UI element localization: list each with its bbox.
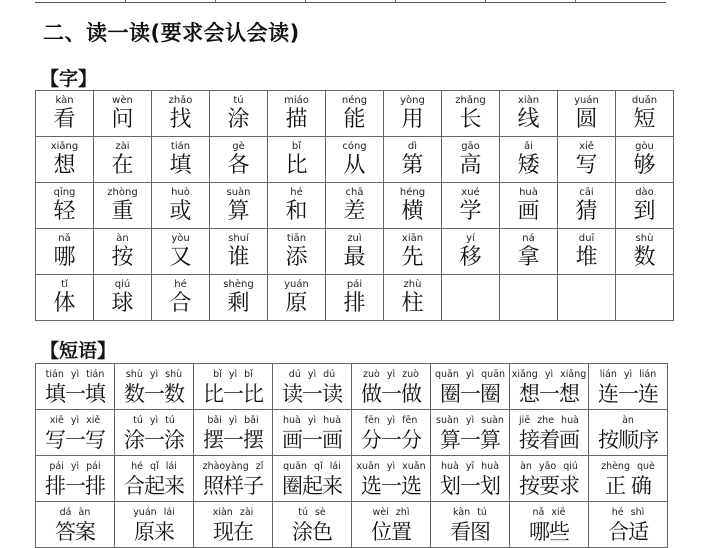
hanzi: 能 (343, 107, 366, 132)
hanzi: 写一写 (45, 428, 105, 452)
pinyin: cóng (342, 141, 367, 152)
hanzi: 找 (169, 107, 192, 132)
pinyin: wèi zhì (372, 507, 410, 518)
grid-cell (94, 229, 152, 275)
pinyin: lián yì lián (599, 369, 657, 380)
pinyin: gè (232, 141, 245, 152)
grid-cell (273, 502, 352, 548)
grid-cell (194, 502, 273, 548)
phrase-row (36, 456, 668, 502)
phrase-row (36, 502, 668, 548)
hanzi: 哪些 (529, 520, 569, 544)
pinyin: dì (407, 141, 418, 152)
grid-cell (152, 183, 210, 229)
hanzi: 比一比 (203, 382, 263, 406)
pinyin: zhàoyàng zǐ (202, 461, 264, 472)
grid-cell (589, 410, 668, 456)
table-divider (125, 0, 126, 2)
pinyin: ná (522, 233, 535, 244)
grid-cell (589, 502, 668, 548)
pinyin: shuí (228, 233, 249, 244)
grid-cell (36, 275, 94, 321)
pinyin: zhǎo (168, 95, 193, 106)
pinyin: xuǎn yì xuǎn (356, 461, 426, 472)
hanzi: 从 (343, 153, 366, 178)
table-divider (575, 0, 576, 2)
grid-cell (431, 456, 510, 502)
pinyin: yòu (171, 233, 190, 244)
hanzi: 柱 (401, 291, 424, 316)
hanzi: 画一画 (282, 428, 342, 452)
pinyin: xiàn zài (212, 507, 254, 518)
grid-cell (152, 137, 210, 183)
grid-cell (268, 91, 326, 137)
phrases-table (35, 363, 668, 548)
pinyin: zuì (347, 233, 362, 244)
pinyin: pái yì pái (49, 461, 101, 472)
grid-cell (94, 275, 152, 321)
hanzi: 学 (459, 199, 482, 224)
hanzi: 涂一涂 (124, 428, 184, 452)
grid-cell (558, 229, 616, 275)
grid-cell (616, 137, 674, 183)
hanzi: 合适 (608, 520, 648, 544)
grid-cell (273, 456, 352, 502)
pinyin: dá àn (59, 507, 91, 518)
hanzi: 长 (459, 107, 482, 132)
character-row (36, 183, 674, 229)
pinyin: dú yì dú (288, 369, 336, 380)
pinyin: miáo (284, 95, 309, 106)
pinyin: bǎi yì bǎi (207, 415, 259, 426)
pinyin: suàn (226, 187, 251, 198)
pinyin: gāo (461, 141, 480, 152)
hanzi: 位置 (371, 520, 411, 544)
phrase-row (36, 364, 668, 410)
pinyin: tiān (286, 233, 307, 244)
pinyin: nǎ xiē (532, 507, 566, 518)
characters-table (35, 90, 674, 321)
hanzi: 接着画 (519, 428, 579, 452)
pinyin: àn (116, 233, 129, 244)
grid-cell (442, 137, 500, 183)
pinyin: bǐ (291, 141, 302, 152)
pinyin: tú (233, 95, 244, 106)
hanzi: 又 (169, 245, 192, 270)
pinyin: huà yī huà (440, 461, 500, 472)
pinyin: wèn (112, 95, 133, 106)
grid-cell (94, 183, 152, 229)
grid-cell (558, 183, 616, 229)
grid-cell (558, 91, 616, 137)
pinyin: héng (399, 187, 426, 198)
pinyin: yòng (400, 95, 425, 106)
hanzi: 分一分 (361, 428, 421, 452)
pinyin: xiān (401, 233, 424, 244)
hanzi: 猜 (575, 199, 598, 224)
hanzi: 添 (285, 245, 308, 270)
section-heading: 二、读一读(要求会认会读) (43, 21, 300, 45)
pinyin: hé shì (611, 507, 645, 518)
hanzi: 按顺序 (598, 428, 658, 452)
pinyin: kàn tú (453, 507, 487, 518)
pinyin: jiē zhe huà (519, 415, 579, 426)
grid-cell (431, 364, 510, 410)
pinyin: zhèng què (601, 461, 655, 472)
grid-cell (115, 410, 194, 456)
grid-cell (152, 91, 210, 137)
hanzi: 摆一摆 (203, 428, 263, 452)
grid-cell (352, 364, 431, 410)
hanzi: 高 (459, 153, 482, 178)
hanzi: 第 (401, 153, 424, 178)
hanzi: 圈起来 (282, 474, 342, 498)
hanzi: 各 (227, 153, 250, 178)
grid-cell (36, 91, 94, 137)
grid-cell (273, 410, 352, 456)
hanzi: 矮 (517, 153, 540, 178)
grid-cell (36, 364, 115, 410)
pinyin: huà (519, 187, 538, 198)
pinyin: hé (290, 187, 303, 198)
grid-cell (210, 183, 268, 229)
hanzi: 按要求 (519, 474, 579, 498)
grid-cell (616, 183, 674, 229)
pinyin: hé qǐ lái (131, 461, 177, 472)
grid-cell (36, 502, 115, 548)
character-row (36, 275, 674, 321)
hanzi: 算一算 (440, 428, 500, 452)
hanzi: 哪 (53, 245, 76, 270)
pinyin: shù (635, 233, 654, 244)
hanzi: 按 (111, 245, 134, 270)
pinyin: kàn (55, 95, 74, 106)
hanzi: 先 (401, 245, 424, 270)
pinyin: qīng (53, 187, 76, 198)
pinyin: zài (115, 141, 130, 152)
hanzi: 体 (53, 291, 76, 316)
hanzi: 写 (575, 153, 598, 178)
pinyin: zuò yì zuò (363, 369, 419, 380)
pinyin: yuán lái (133, 507, 175, 518)
grid-cell (152, 275, 210, 321)
grid-cell (115, 502, 194, 548)
hanzi: 看 (53, 107, 76, 132)
pinyin: quān qǐ lái (283, 461, 341, 472)
grid-cell (210, 91, 268, 137)
grid-cell (326, 137, 384, 183)
grid-cell (384, 229, 442, 275)
phrase-row (36, 410, 668, 456)
pinyin: hé (174, 279, 187, 290)
grid-cell (326, 91, 384, 137)
hanzi: 原来 (134, 520, 174, 544)
grid-cell (500, 91, 558, 137)
grid-cell (384, 275, 442, 321)
phrases-label: 【短语】 (40, 340, 117, 362)
pinyin: shù yì shù (125, 369, 183, 380)
pinyin: zhù (403, 279, 422, 290)
pinyin: xiǎng (50, 141, 79, 152)
grid-cell (616, 91, 674, 137)
grid-cell (268, 229, 326, 275)
hanzi: 谁 (227, 245, 250, 270)
pinyin: tú yì tú (133, 415, 175, 426)
pinyin: xiě (579, 141, 594, 152)
hanzi: 线 (517, 107, 540, 132)
hanzi: 想 (53, 153, 76, 178)
grid-cell (194, 456, 273, 502)
hanzi: 或 (169, 199, 192, 224)
grid-cell (431, 502, 510, 548)
grid-cell (510, 410, 589, 456)
pinyin: qiú (114, 279, 131, 290)
grid-cell (500, 137, 558, 183)
grid-cell (36, 456, 115, 502)
grid-cell (94, 137, 152, 183)
pinyin: àn yāo qiú (520, 461, 578, 472)
character-row (36, 137, 674, 183)
grid-cell (510, 364, 589, 410)
hanzi: 移 (459, 245, 482, 270)
grid-cell (500, 275, 558, 321)
grid-cell (510, 502, 589, 548)
grid-cell (352, 456, 431, 502)
hanzi: 读一读 (282, 382, 342, 406)
grid-cell (326, 183, 384, 229)
grid-cell (326, 229, 384, 275)
hanzi: 和 (285, 199, 308, 224)
pinyin: xué (461, 187, 480, 198)
pinyin: bǐ yì bǐ (213, 369, 253, 380)
pinyin: suàn yì suàn (436, 415, 504, 426)
pinyin: ǎi (524, 141, 533, 152)
hanzi: 拿 (517, 245, 540, 270)
hanzi: 描 (285, 107, 308, 132)
grid-cell (442, 183, 500, 229)
grid-cell (273, 364, 352, 410)
pinyin: tǐ (61, 279, 68, 290)
hanzi: 问 (111, 107, 134, 132)
hanzi: 短 (633, 107, 656, 132)
grid-cell (210, 229, 268, 275)
hanzi: 排一排 (45, 474, 105, 498)
pinyin: huò (171, 187, 190, 198)
grid-cell (442, 229, 500, 275)
grid-cell (352, 410, 431, 456)
pinyin: dào (635, 187, 654, 198)
hanzi: 圈一圈 (440, 382, 500, 406)
hanzi: 现在 (213, 520, 253, 544)
hanzi: 剩 (227, 291, 250, 316)
pinyin: yuán (574, 95, 599, 106)
pinyin: yí (466, 233, 475, 244)
grid-cell (152, 229, 210, 275)
table-divider (305, 0, 306, 2)
hanzi: 够 (633, 153, 656, 178)
grid-cell (268, 275, 326, 321)
hanzi: 涂 (227, 107, 250, 132)
hanzi: 想一想 (519, 382, 579, 406)
pinyin: tián yì tián (45, 369, 105, 380)
character-row (36, 229, 674, 275)
hanzi: 圆 (575, 107, 598, 132)
grid-cell (616, 275, 674, 321)
pinyin: duǎn (631, 95, 658, 106)
pinyin: duī (578, 233, 595, 244)
pinyin: quān yì quān (434, 369, 506, 380)
grid-cell (268, 137, 326, 183)
pinyin: yuán (284, 279, 309, 290)
pinyin: xiǎng yì xiǎng (511, 369, 587, 380)
pinyin: huà yì huà (282, 415, 342, 426)
pinyin: zhòng (107, 187, 138, 198)
hanzi: 原 (285, 291, 308, 316)
grid-cell (510, 456, 589, 502)
pinyin: pái (346, 279, 363, 290)
pinyin: gòu (635, 141, 654, 152)
grid-cell (589, 456, 668, 502)
pinyin: tián (170, 141, 191, 152)
hanzi: 在 (111, 153, 134, 178)
grid-cell (36, 410, 115, 456)
grid-cell (431, 410, 510, 456)
grid-cell (268, 183, 326, 229)
pinyin: shèng (223, 279, 254, 290)
pinyin: xiě yì xiě (49, 415, 101, 426)
hanzi: 做一做 (361, 382, 421, 406)
hanzi: 画 (517, 199, 540, 224)
grid-cell (115, 456, 194, 502)
hanzi: 轻 (53, 199, 76, 224)
hanzi: 正 确 (605, 474, 651, 498)
pinyin: tú sè (298, 507, 326, 518)
hanzi: 合起来 (124, 474, 184, 498)
pinyin: chā (345, 187, 364, 198)
hanzi: 排 (343, 291, 366, 316)
hanzi: 到 (633, 199, 656, 224)
hanzi: 用 (401, 107, 424, 132)
hanzi: 数 (633, 245, 656, 270)
grid-cell (210, 137, 268, 183)
hanzi: 选一选 (361, 474, 421, 498)
grid-cell (210, 275, 268, 321)
grid-cell (384, 183, 442, 229)
hanzi: 填 (169, 153, 192, 178)
previous-table-bottom-border (35, 0, 666, 3)
grid-cell (384, 91, 442, 137)
hanzi: 划一划 (440, 474, 500, 498)
grid-cell (589, 364, 668, 410)
grid-cell (500, 183, 558, 229)
pinyin: néng (341, 95, 368, 106)
grid-cell (36, 229, 94, 275)
grid-cell (94, 91, 152, 137)
table-divider (215, 0, 216, 2)
table-divider (485, 0, 486, 2)
hanzi: 横 (401, 199, 424, 224)
grid-cell (194, 364, 273, 410)
hanzi: 数一数 (124, 382, 184, 406)
grid-cell (352, 502, 431, 548)
grid-cell (558, 137, 616, 183)
characters-label: 【字】 (40, 68, 98, 90)
grid-cell (194, 410, 273, 456)
hanzi: 堆 (575, 245, 598, 270)
grid-cell (36, 137, 94, 183)
hanzi: 重 (111, 199, 134, 224)
hanzi: 连一连 (598, 382, 658, 406)
grid-cell (442, 91, 500, 137)
hanzi: 差 (343, 199, 366, 224)
hanzi: 答案 (55, 520, 95, 544)
grid-cell (616, 229, 674, 275)
hanzi: 最 (343, 245, 366, 270)
grid-cell (558, 275, 616, 321)
grid-cell (36, 183, 94, 229)
grid-cell (500, 229, 558, 275)
character-row (36, 91, 674, 137)
hanzi: 填一填 (45, 382, 105, 406)
pinyin: nǎ (58, 233, 71, 244)
grid-cell (442, 275, 500, 321)
pinyin: àn (622, 415, 634, 426)
hanzi: 球 (111, 291, 134, 316)
grid-cell (384, 137, 442, 183)
hanzi: 比 (285, 153, 308, 178)
hanzi: 涂色 (292, 520, 332, 544)
hanzi: 照样子 (203, 474, 263, 498)
table-divider (395, 0, 396, 2)
pinyin: cāi (579, 187, 594, 198)
hanzi: 合 (169, 291, 192, 316)
pinyin: zhǎng (455, 95, 486, 106)
grid-cell (115, 364, 194, 410)
pinyin: fēn yì fēn (364, 415, 418, 426)
hanzi: 算 (227, 199, 250, 224)
hanzi: 看图 (450, 520, 490, 544)
pinyin: xiàn (517, 95, 540, 106)
grid-cell (326, 275, 384, 321)
